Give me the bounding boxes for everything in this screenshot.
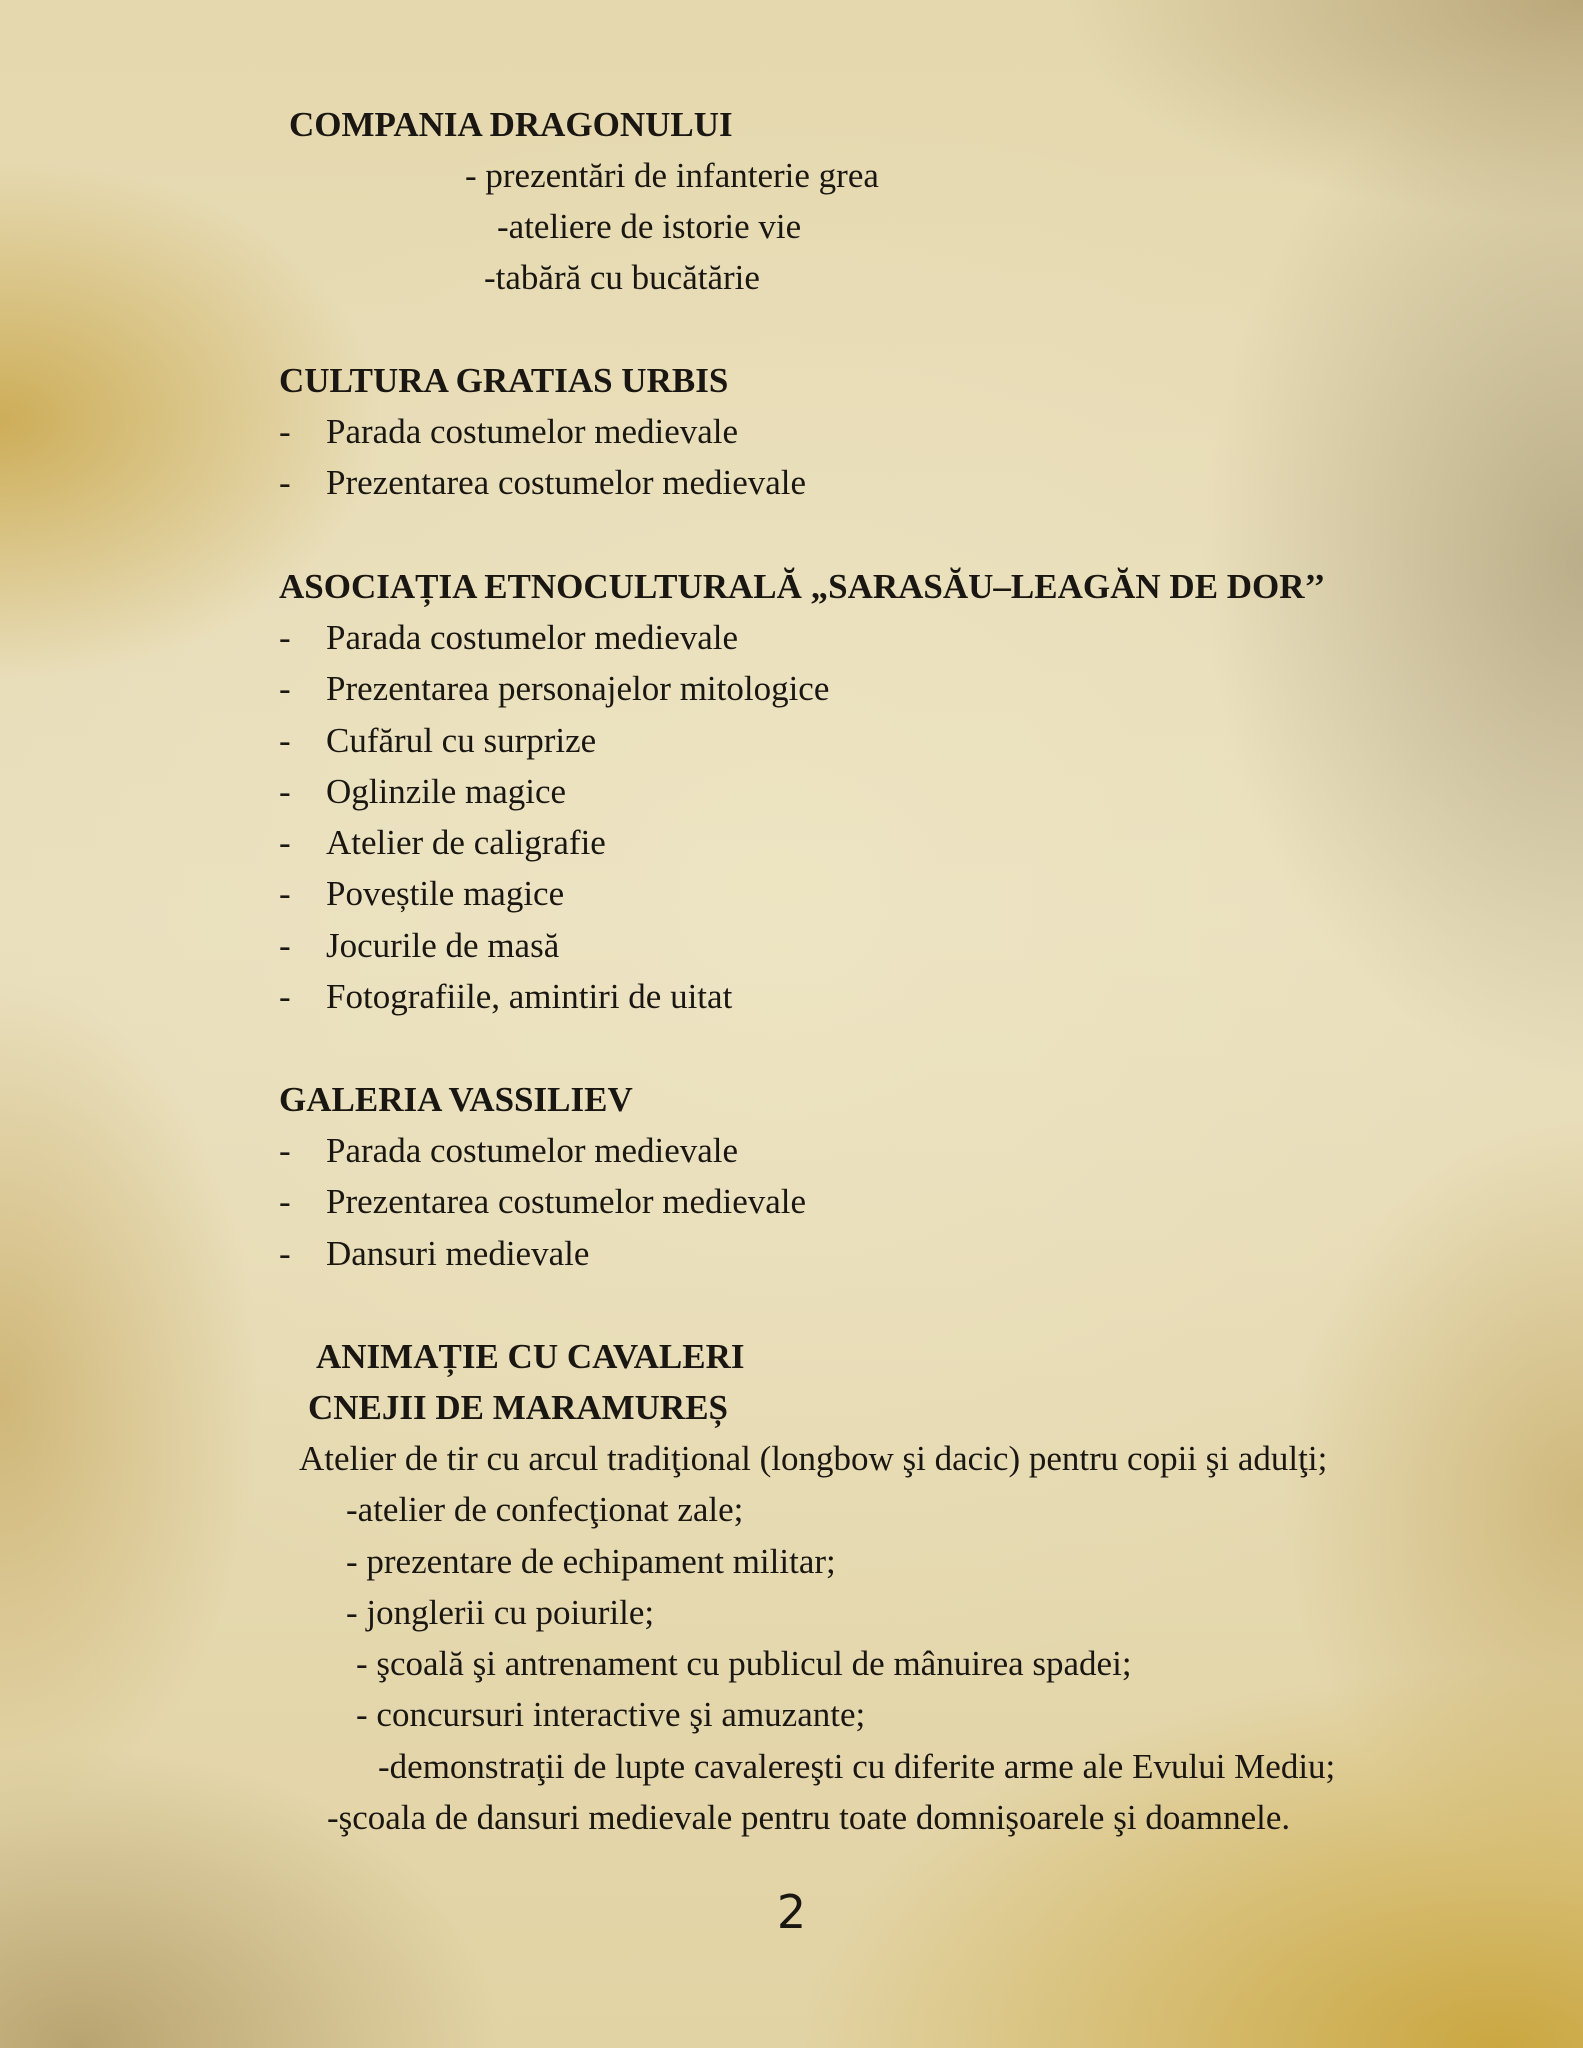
list-dash: - [279, 1131, 291, 1170]
list-item: - şcoală şi antrenament cu publicul de mânuirea spadei; [356, 1644, 1132, 1683]
list-item: Jocurile de masă [326, 926, 560, 965]
section-heading-galeria-vassiliev: GALERIA VASSILIEV [279, 1080, 633, 1119]
list-item: Cufărul cu surprize [326, 721, 597, 760]
list-item: -ateliere de istorie vie [497, 207, 802, 246]
list-dash: - [279, 1234, 291, 1273]
list-item: -atelier de confecţionat zale; [346, 1490, 744, 1529]
list-dash: - [279, 721, 291, 760]
section-heading-animatie-cu-cavaleri: ANIMAȚIE CU CAVALERI [316, 1337, 745, 1376]
list-item: -demonstraţii de lupte cavalereşti cu diferite arme ale Evului Mediu; [378, 1747, 1336, 1786]
list-item: - jonglerii cu poiurile; [346, 1593, 655, 1632]
list-dash: - [279, 669, 291, 708]
list-item: - prezentare de echipament militar; [346, 1542, 836, 1581]
list-item: Atelier de caligrafie [326, 823, 606, 862]
list-item: Prezentarea costumelor medievale [326, 1182, 807, 1221]
list-dash: - [279, 823, 291, 862]
list-item: -tabără cu bucătărie [484, 258, 760, 297]
page-number: 2 [776, 1885, 807, 1939]
list-item: Parada costumelor medievale [326, 618, 739, 657]
section-heading-compania-dragonului: COMPANIA DRAGONULUI [289, 105, 733, 144]
list-item: - concursuri interactive şi amuzante; [356, 1695, 866, 1734]
list-item: -şcoala de dansuri medievale pentru toate domnişoarele şi doamnele. [327, 1798, 1291, 1837]
list-item: Atelier de tir cu arcul tradiţional (longbow şi dacic) pentru copii şi adulţi; [299, 1439, 1328, 1478]
list-item: Parada costumelor medievale [326, 412, 739, 451]
list-item: Oglinzile magice [326, 772, 567, 811]
list-dash: - [279, 463, 291, 502]
list-dash: - [279, 412, 291, 451]
list-item: Dansuri medievale [326, 1234, 590, 1273]
list-dash: - [279, 926, 291, 965]
list-dash: - [279, 1182, 291, 1221]
section-heading-asociatia-etnoculturala: ASOCIAȚIA ETNOCULTURALĂ „SARASĂU–LEAGĂN DE DOR’’ [279, 567, 1326, 606]
list-item: Poveștile magice [326, 874, 565, 913]
list-dash: - [279, 977, 291, 1016]
list-dash: - [279, 772, 291, 811]
list-item: - prezentări de infanterie grea [465, 156, 879, 195]
list-item: Parada costumelor medievale [326, 1131, 739, 1170]
section-subheading-cnejii-de-maramures: CNEJII DE MARAMUREȘ [308, 1388, 729, 1427]
list-dash: - [279, 874, 291, 913]
list-dash: - [279, 618, 291, 657]
list-item: Prezentarea personajelor mitologice [326, 669, 830, 708]
list-item: Prezentarea costumelor medievale [326, 463, 807, 502]
section-heading-cultura-gratias-urbis: CULTURA GRATIAS URBIS [279, 361, 729, 400]
list-item: Fotografiile, amintiri de uitat [326, 977, 733, 1016]
